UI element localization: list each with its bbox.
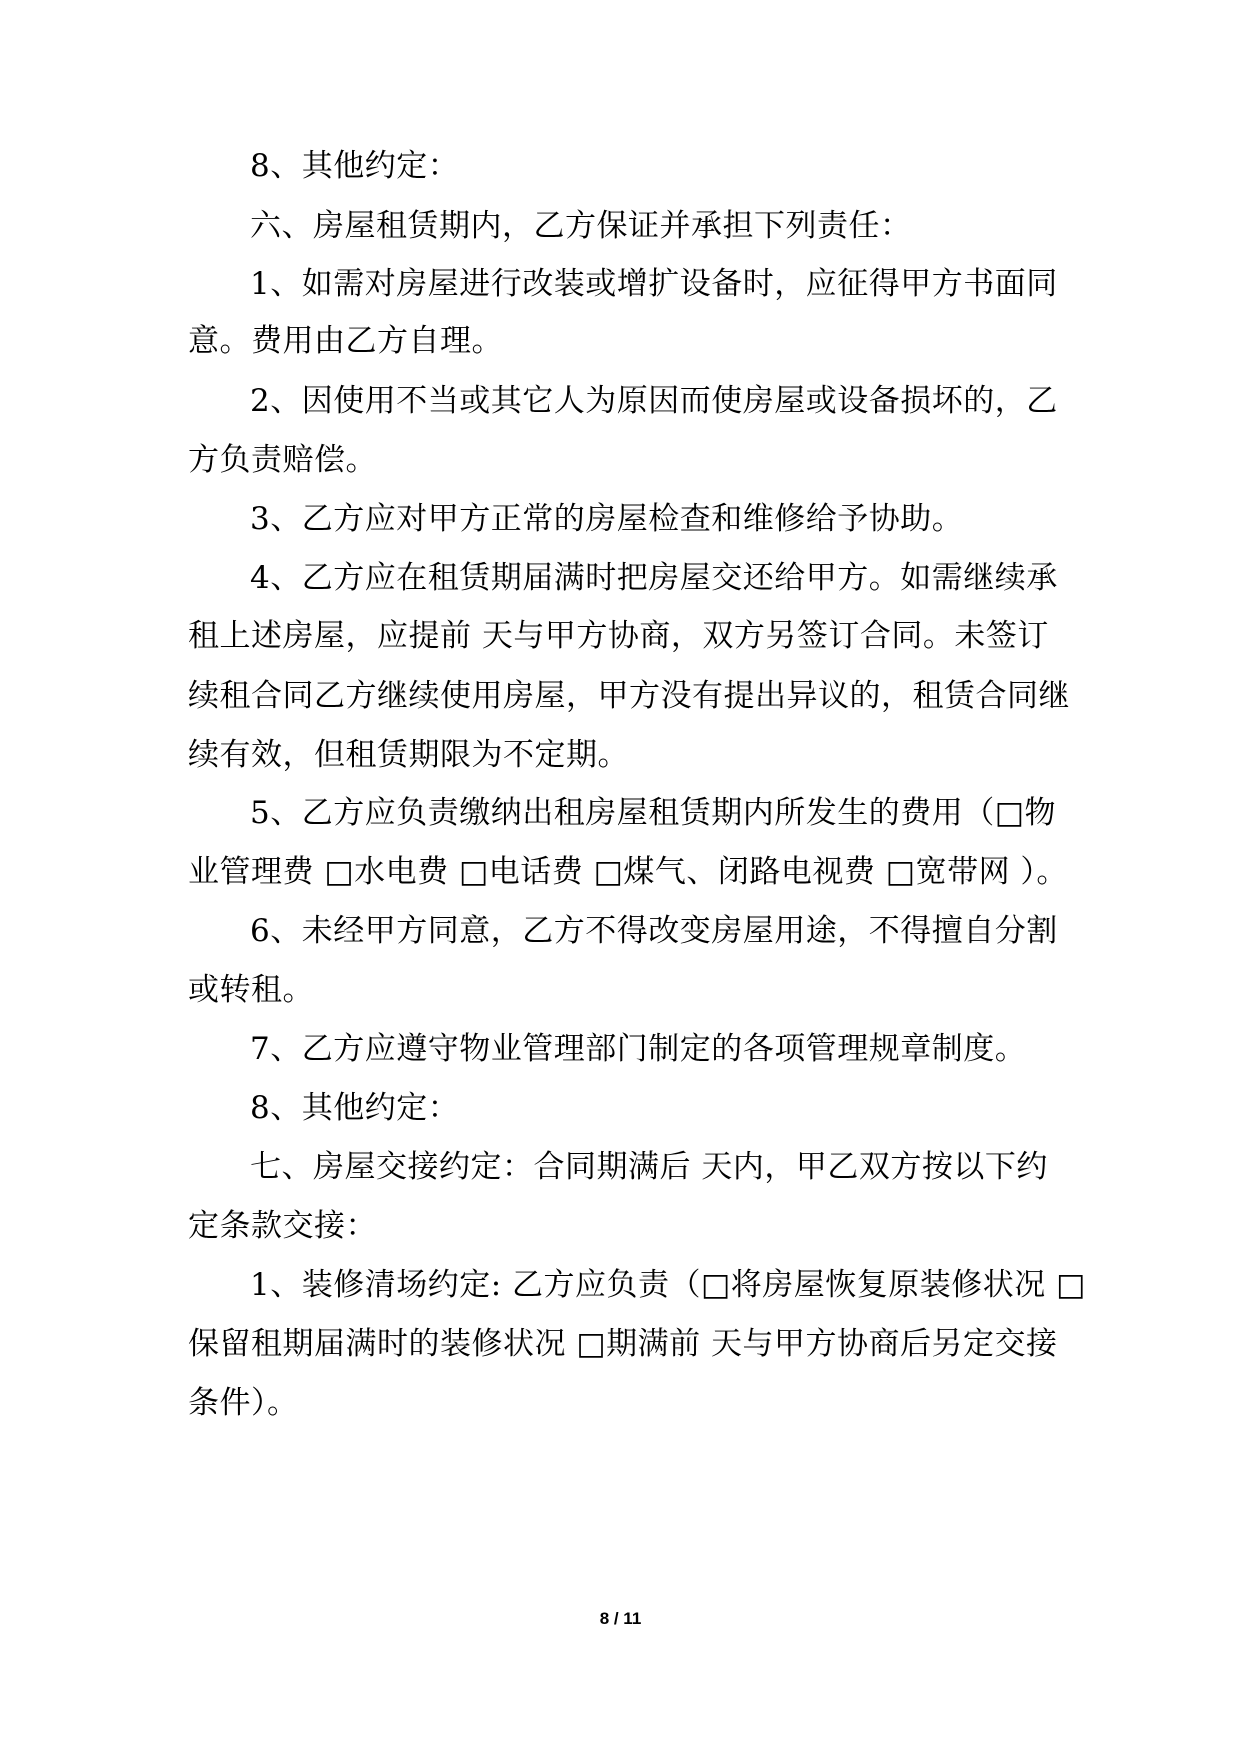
paragraph-line: 续租合同乙方继续使用房屋，甲方没有提出异议的，租赁合同继 [188,678,1070,714]
paragraph-line: 8、其他约定： [250,1090,460,1126]
paragraph-line: 业管理费 □水电费 □电话费 □煤气、闭路电视费 □宽带网 ）。 [188,854,1068,890]
paragraph-line: 保留租期届满时的装修状况 □期满前 天与甲方协商后另定交接 [188,1326,1058,1362]
page-number: 8 / 11 [599,1609,642,1628]
paragraph-line: 2、因使用不当或其它人为原因而使房屋或设备损坏的，乙 [250,383,1058,419]
paragraph-line: 6、未经甲方同意，乙方不得改变房屋用途，不得擅自分割 [250,913,1058,949]
paragraph-line: 1、装修清场约定: 乙方应负责（□将房屋恢复原装修状况 □ [250,1267,1086,1303]
paragraph-line: 7、乙方应遵守物业管理部门制定的各项管理规章制度。 [250,1031,1027,1067]
paragraph-line: 续有效，但租赁期限为不定期。 [188,737,629,773]
paragraph-line: 方负责赔偿。 [188,442,377,478]
paragraph-line: 8、其他约定： [250,148,460,184]
section-heading: 七、房屋交接约定：合同期满后 天内，甲乙双方按以下约 [250,1149,1048,1185]
paragraph-line: 4、乙方应在租赁期届满时把房屋交还给甲方。如需继续承 [250,560,1058,596]
paragraph-line: 意。费用由乙方自理。 [188,323,503,359]
paragraph-line: 或转租。 [188,972,314,1008]
paragraph-line: 租上述房屋，应提前 天与甲方协商，双方另签订合同。未签订 [188,618,1049,654]
section-heading: 六、房屋租赁期内，乙方保证并承担下列责任： [250,208,912,244]
paragraph-line: 定条款交接： [188,1208,377,1244]
paragraph-line: 5、乙方应负责缴纳出租房屋租赁期内所发生的费用（□物 [250,795,1057,831]
paragraph-line: 3、乙方应对甲方正常的房屋检查和维修给予协助。 [250,501,964,537]
paragraph-line: 1、如需对房屋进行改装或增扩设备时，应征得甲方书面同 [250,266,1058,302]
paragraph-line: 条件）。 [188,1385,299,1421]
